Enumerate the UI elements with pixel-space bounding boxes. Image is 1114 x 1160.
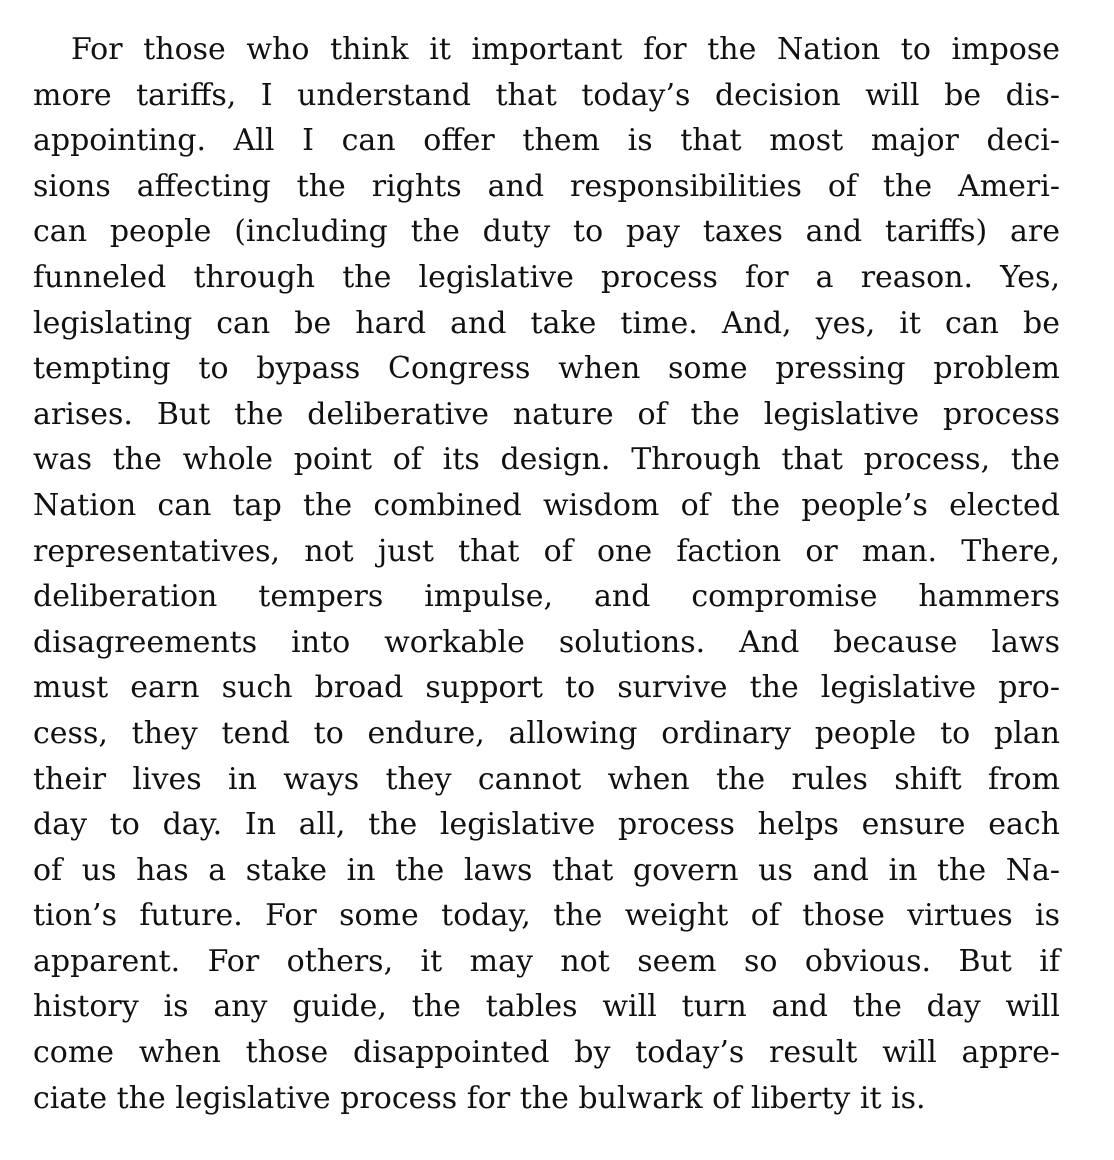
paragraph-line-20: tion’s future. For some today, the weight of those virtues is (33, 898, 1060, 934)
paragraph-line-13: deliberation tempers impulse, and compromise hammers (33, 579, 1060, 615)
paragraph-line-4: sions affecting the rights and responsibilities of the Ameri- (33, 168, 1060, 204)
paragraph-line-18: day to day. In all, the legislative process helps ensure each (33, 807, 1060, 843)
paragraph-line-5: can people (including the duty to pay taxes and tariffs) are (33, 214, 1060, 250)
paragraph-line-19: of us has a stake in the laws that govern us and in the Na- (33, 852, 1060, 888)
paragraph-line-16: cess, they tend to endure, allowing ordinary people to plan (33, 715, 1060, 751)
paragraph-line-7: legislating can be hard and take time. And, yes, it can be (33, 305, 1060, 341)
paragraph-line-23: come when those disappointed by today’s result will appre- (33, 1035, 1060, 1071)
paragraph-line-11: Nation can tap the combined wisdom of the people’s elected (33, 487, 1060, 523)
paragraph-line-14: disagreements into workable solutions. And because laws (33, 624, 1060, 660)
paragraph-line-21: apparent. For others, it may not seem so obvious. But if (33, 943, 1060, 979)
paragraph-line-15: must earn such broad support to survive the legislative pro- (33, 670, 1060, 706)
paragraph-line-8: tempting to bypass Congress when some pressing problem (33, 351, 1060, 387)
paragraph-line-3: appointing. All I can offer them is that most major deci- (33, 123, 1060, 159)
paragraph-line-22: history is any guide, the tables will turn and the day will (33, 989, 1060, 1025)
paragraph-line-9: arises. But the deliberative nature of the legislative process (33, 396, 1060, 432)
body-paragraph (33, 27, 1060, 1121)
document-page (33, 27, 1060, 1121)
paragraph-line-6: funneled through the legislative process for a reason. Yes, (33, 259, 1060, 295)
paragraph-line-2: more tariffs, I understand that today’s decision will be dis- (33, 77, 1060, 113)
paragraph-line-1: For those who think it important for the Nation to impose (71, 32, 1060, 67)
paragraph-line-12: representatives, not just that of one faction or man. There, (33, 533, 1060, 569)
paragraph-line-17: their lives in ways they cannot when the rules shift from (33, 761, 1060, 797)
paragraph-line-10: was the whole point of its design. Through that process, the (33, 442, 1060, 478)
paragraph-line-24: ciate the legislative process for the bulwark of liberty it is. (33, 1080, 926, 1116)
